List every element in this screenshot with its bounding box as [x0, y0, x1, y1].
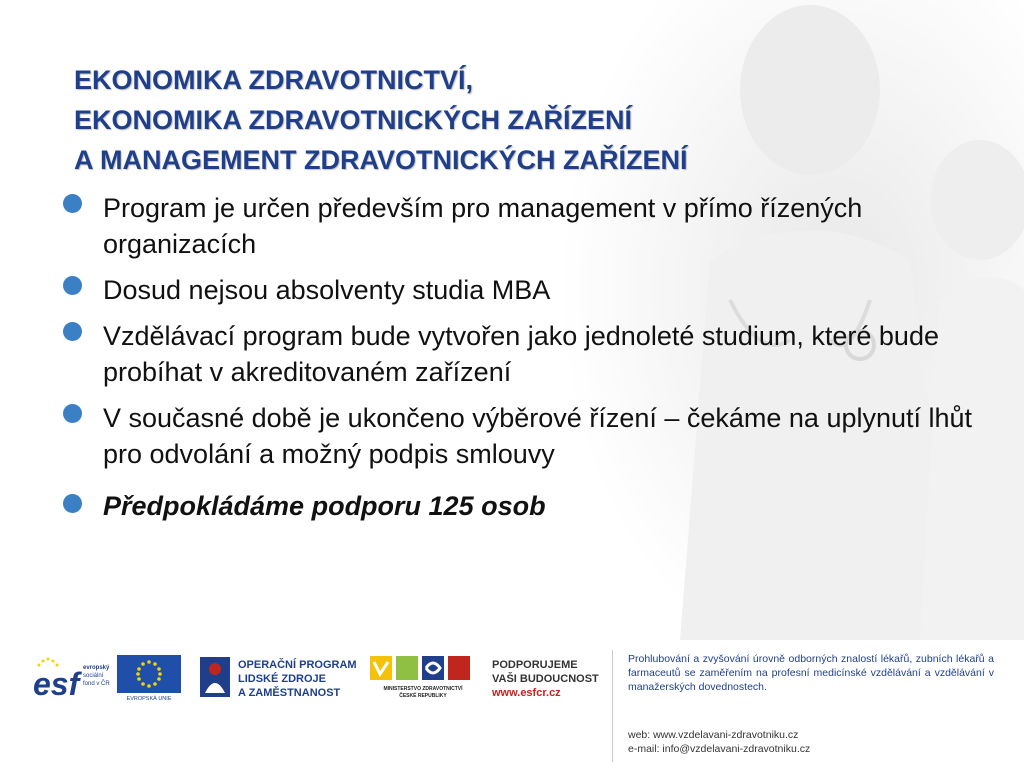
title-line-3: A MANAGEMENT ZDRAVOTNICKÝCH ZAŘÍZENÍ [74, 145, 688, 175]
esf-logo [33, 655, 111, 706]
op-program-logo [198, 655, 234, 706]
footer-divider [612, 650, 613, 762]
email-link[interactable]: e-mail: info@vzdelavani-zdravotniku.cz [628, 743, 811, 755]
bullet-list [58, 190, 988, 534]
bullet-text: Dosud nejsou absolventy studia MBA [103, 275, 551, 305]
bullet-dot-icon [63, 194, 82, 213]
esf-caption-1: evropský [83, 665, 110, 671]
ministry-line-1: MINISTERSTVO ZDRAVOTNICTVÍ [383, 686, 463, 692]
bullet-item [58, 318, 988, 390]
esf-caption-3: fond v ČR [83, 681, 110, 687]
op-line-3: A ZAMĚSTNANOST [238, 687, 341, 699]
bullet-text: V současné době je ukončeno výběrové řízení – čekáme na uplynutí lhůt pro odvolání a možný podpis smlouvy [103, 403, 973, 469]
op-line-2: LIDSKÉ ZDROJE [238, 673, 327, 685]
eu-caption: EVROPSKÁ UNIE [126, 696, 172, 701]
eu-flag-logo [113, 655, 185, 706]
slide-title [74, 60, 687, 180]
esf-caption-2: sociální [83, 673, 104, 679]
op-line-1: OPERAČNÍ PROGRAM [238, 659, 357, 671]
bullet-item-highlight [58, 488, 988, 524]
bullet-dot-icon [63, 276, 82, 295]
support-line-1: PODPORUJEME [492, 659, 578, 671]
support-line-2: VAŠI BUDOUCNOST [492, 673, 599, 685]
support-url-link[interactable]: www.esfcr.cz [492, 687, 561, 699]
esf-logo-text: esf [33, 666, 80, 701]
ministry-line-2: ČESKÉ REPUBLIKY [399, 693, 447, 699]
ministry-text [368, 686, 478, 700]
footer [0, 640, 1024, 768]
web-link[interactable]: web: www.vzdelavani-zdravotniku.cz [628, 729, 799, 741]
support-block [492, 658, 599, 700]
op-program-text [238, 658, 357, 700]
bullet-text: Program je určen především pro management v přímo řízených organizacích [103, 193, 863, 259]
bullet-item [58, 400, 988, 472]
title-line-1: EKONOMIKA ZDRAVOTNICTVÍ, [74, 65, 473, 95]
ministry-logo [370, 652, 476, 689]
title-line-2: EKONOMIKA ZDRAVOTNICKÝCH ZAŘÍZENÍ [74, 105, 632, 135]
bullet-dot-icon [63, 322, 82, 341]
bullet-item [58, 190, 988, 262]
contact-block [628, 728, 810, 756]
bullet-item [58, 272, 988, 308]
bullet-dot-icon [63, 404, 82, 423]
bullet-text: Vzdělávací program bude vytvořen jako jednoleté studium, které bude probíhat v akreditovaném zařízení [103, 321, 939, 387]
bullet-dot-icon [63, 494, 82, 513]
bullet-text: Předpokládáme podporu 125 osob [103, 491, 546, 521]
promo-text: Prohlubování a zvyšování úrovně odborných znalostí lékařů, zubních lékařů a farmaceutů se zaměřením na profesní medicínské vzdělávání a vzdělávání v manažerských dovednostech. [628, 653, 994, 693]
